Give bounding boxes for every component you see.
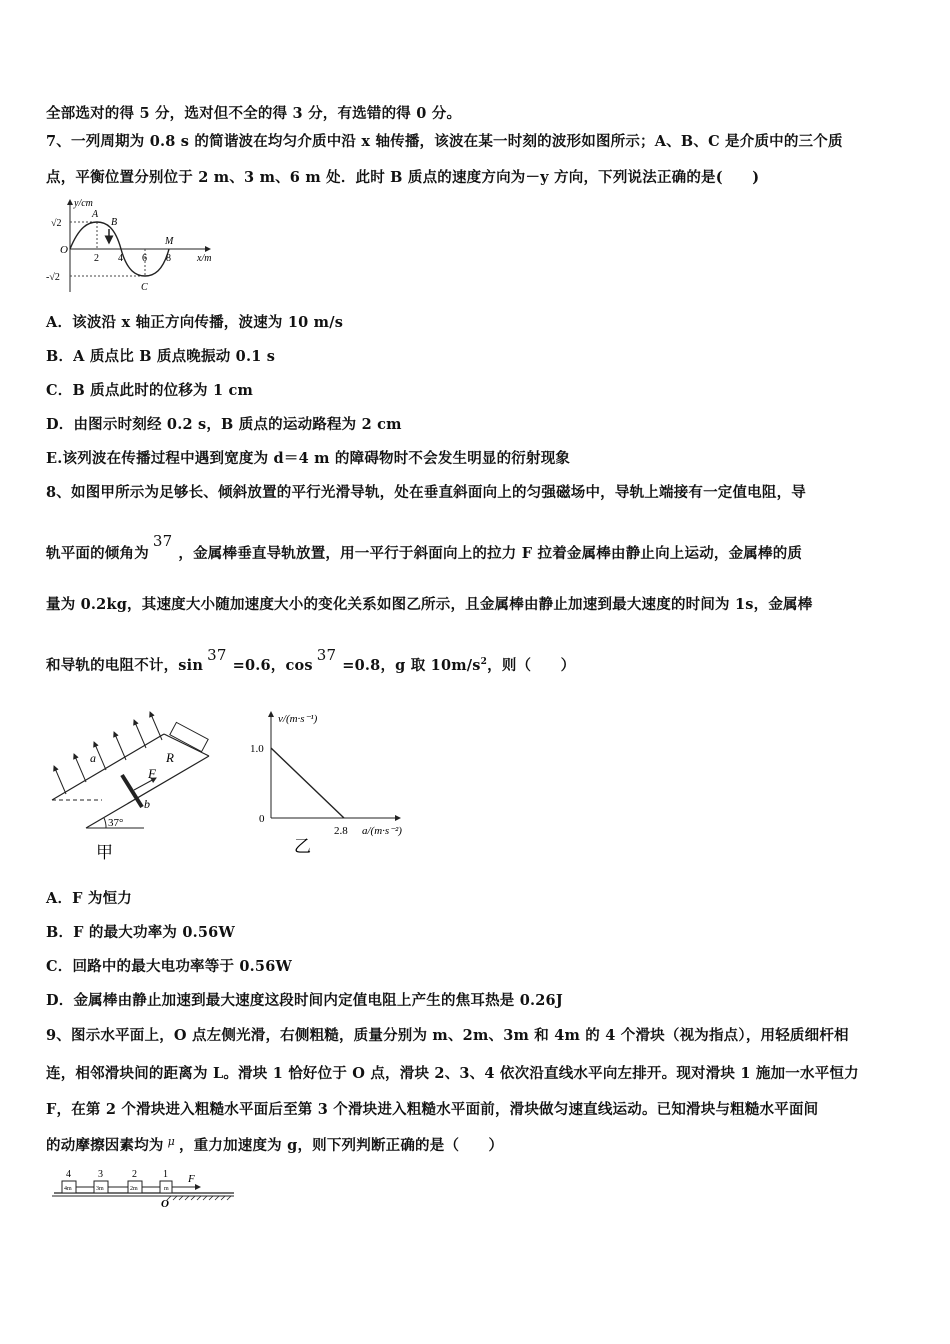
- mass-4m: 4m: [64, 1186, 72, 1192]
- q9-stem-line3: F，在第 2 个滑块进入粗糙水平面后至第 3 个滑块进入粗糙水平面前，滑块做匀速直线运动。已知滑块与粗糙水平面间: [46, 1101, 819, 1118]
- point-b-label: B: [111, 217, 118, 228]
- tick-2: 2: [94, 253, 99, 264]
- q8-stem-line2: [46, 532, 803, 563]
- label-angle: 37°: [108, 817, 124, 829]
- mass-m: m: [164, 1186, 169, 1192]
- q8-cos-angle: 37: [316, 646, 337, 664]
- caption-yi: 乙: [294, 837, 311, 856]
- v-a-line: [271, 748, 344, 818]
- mass-3m: 3m: [96, 1186, 104, 1192]
- yi-y-label: v/(m·s⁻¹): [278, 713, 318, 725]
- label-f: F: [148, 766, 156, 781]
- num-2: 2: [132, 1169, 137, 1180]
- x-label: x/m: [197, 253, 212, 264]
- q8-line4-b: =0.6，cos: [232, 657, 313, 674]
- point-m-label: M: [165, 236, 174, 247]
- mass-2m: 2m: [130, 1186, 138, 1192]
- q9-stem-line4: [46, 1134, 503, 1155]
- q7-option-b: B．A 质点比 B 质点晚振动 0.1 s: [46, 348, 276, 365]
- q7-stem-line2: 点，平衡位置分别位于 2 m、3 m、6 m 处．此时 B 质点的速度方向为－y 方向，下列说法正确的是( ): [46, 169, 760, 186]
- force-f-label: F: [188, 1173, 195, 1185]
- q8-line4-d: ，则（ ）: [487, 657, 576, 674]
- q7-option-c: C．B 质点此时的位移为 1 cm: [46, 382, 254, 399]
- q8-figure-yi: [250, 706, 430, 866]
- y-label: y/cm: [74, 198, 93, 209]
- neg-amplitude: -√2: [46, 272, 60, 283]
- num-4: 4: [66, 1169, 71, 1180]
- q8-stem-line1: 8、如图甲所示为足够长、倾斜放置的平行光滑导轨，处在垂直斜面向上的匀强磁场中，导轨上端接有一定值电阻，导: [46, 484, 806, 501]
- q7-wave-graph: [44, 196, 219, 298]
- q8-option-c: C．回路中的最大电功率等于 0.56W: [46, 958, 292, 975]
- num-3: 3: [98, 1169, 103, 1180]
- yi-x-label: a/(m·s⁻²): [362, 825, 402, 837]
- q9-line4-a: 的动摩擦因素均为: [46, 1137, 164, 1154]
- q8-stem-line3: 量为 0.2kg，其速度大小随加速度大小的变化关系如图乙所示，且金属棒由静止加速到最大速度的时间为 1s，金属棒: [46, 596, 813, 613]
- intro-text: 全部选对的得 5 分，选对但不全的得 3 分，有选错的得 0 分。: [46, 105, 462, 122]
- metal-rod: [122, 775, 142, 807]
- point-a-label: A: [92, 209, 99, 220]
- tick-4: 4: [118, 253, 123, 264]
- q9-stem-line1: 9、图示水平面上，O 点左侧光滑，右侧粗糙，质量分别为 m、2m、3m 和 4m 的 4 个滑块（视为指点），用轻质细杆相: [46, 1027, 849, 1044]
- origin-label: O: [60, 244, 68, 256]
- q8-option-d: D．金属棒由静止加速到最大速度这段时间内定值电阻上产生的焦耳热是 0.26J: [46, 992, 563, 1009]
- label-b: b: [144, 797, 150, 811]
- q8-line2-start: 轨平面的倾角为: [46, 545, 149, 562]
- q8-line2-rest: ，金属棒垂直导轨放置，用一平行于斜面向上的拉力 F 拉着金属棒由静止向上运动，金属棒的质: [178, 545, 803, 562]
- tick-6: 6: [142, 253, 147, 264]
- q8-line4-c: =0.8，g 取 10m/s: [342, 657, 481, 674]
- q8-line4-sup: 2: [480, 657, 488, 668]
- q8-line4-a: 和导轨的电阻不计，sin: [46, 657, 204, 674]
- rough-surface-hatch: [167, 1196, 231, 1200]
- tick-8: 8: [166, 253, 171, 264]
- q8-stem-line4: [46, 646, 576, 675]
- q9-stem-line2: 连，相邻滑块间的距离为 L。滑块 1 恰好位于 O 点，滑块 2、3、4 依次沿直线水平向左排开。现对滑块 1 施加一水平恒力: [46, 1065, 859, 1082]
- point-c-label: C: [141, 282, 148, 293]
- q9-line4-b: ，重力加速度为 g，则下列判断正确的是（ ）: [178, 1137, 504, 1154]
- q8-option-b: B．F 的最大功率为 0.56W: [46, 924, 235, 941]
- q7-option-e: E.该列波在传播过程中遇到宽度为 d＝4 m 的障碍物时不会发生明显的衍射现象: [46, 450, 571, 467]
- label-a: a: [90, 751, 96, 765]
- yi-y-tick: 1.0: [250, 743, 264, 755]
- q8-sin-angle: 37: [207, 646, 227, 664]
- yi-x-tick: 2.8: [334, 825, 348, 837]
- q8-angle: 37: [152, 532, 173, 550]
- caption-jia: 甲: [96, 843, 113, 862]
- q9-blocks-figure: [48, 1166, 238, 1210]
- q7-stem-line1: 7、一列周期为 0.8 s 的简谐波在均匀介质中沿 x 轴传播，该波在某一时刻的波形如图所示；A、B、C 是介质中的三个质: [46, 133, 843, 150]
- point-o-label: O: [161, 1198, 169, 1210]
- pos-amplitude: √2: [51, 218, 62, 229]
- q9-mu: μ: [167, 1135, 175, 1148]
- yi-origin: 0: [259, 813, 265, 825]
- num-1: 1: [163, 1169, 168, 1180]
- q7-option-a: A．该波沿 x 轴正方向传播，波速为 10 m/s: [46, 314, 344, 331]
- q7-option-d: D．由图示时刻经 0.2 s，B 质点的运动路程为 2 cm: [46, 416, 402, 433]
- q8-option-a: A．F 为恒力: [46, 890, 132, 907]
- label-r: R: [166, 750, 174, 765]
- q8-figure-jia: [44, 704, 219, 864]
